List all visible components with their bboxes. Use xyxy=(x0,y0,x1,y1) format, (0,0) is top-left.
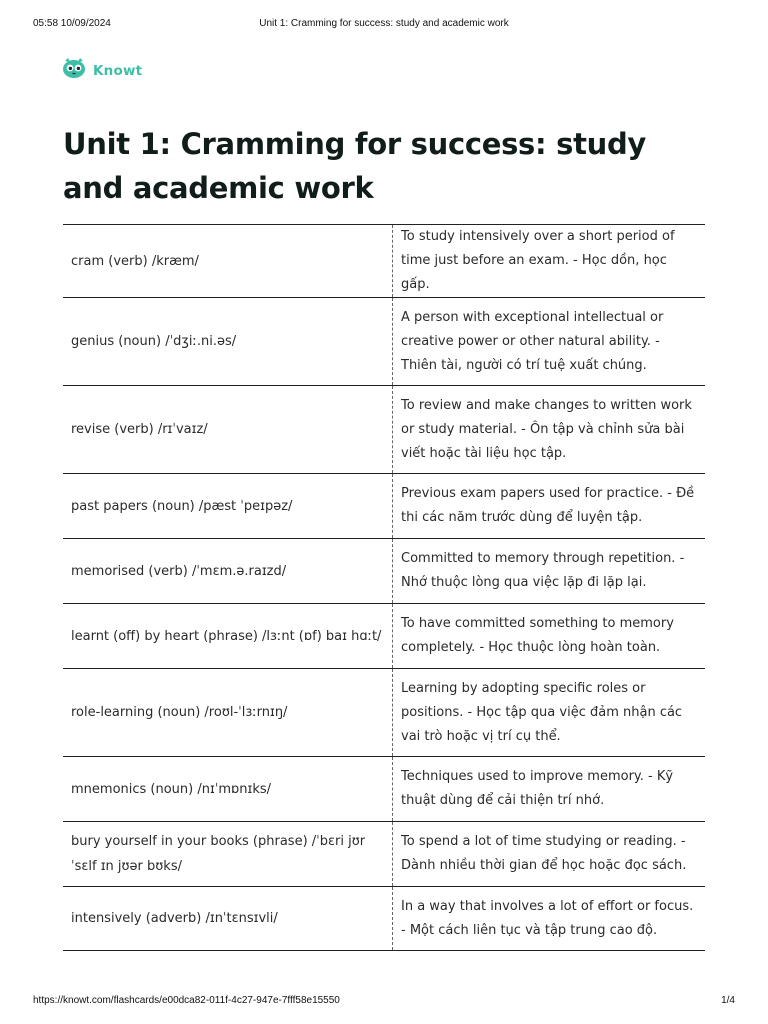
knowt-logo-text: Knowt xyxy=(93,62,143,79)
print-url: https://knowt.com/flashcards/e00dca82-011f-4c27-947e-7fff58e15550 xyxy=(33,995,340,1006)
page-number: 1/4 xyxy=(721,995,735,1006)
print-document-title: Unit 1: Cramming for success: study and academic work xyxy=(259,18,509,29)
knowt-logo[interactable] xyxy=(62,57,142,84)
flashcard-term: bury yourself in your books (phrase) /ˈbɛri jʊr ˈsɛlf ɪn jʊər bʊks/ xyxy=(63,822,393,887)
flashcard-definition: Learning by adopting specific roles or positions. - Học tập qua việc đảm nhận các vai trò hoặc vị trí cụ thể. xyxy=(393,669,706,757)
print-timestamp: 05:58 10/09/2024 xyxy=(33,18,111,29)
flashcard-definition: To have committed something to memory completely. - Học thuộc lòng hoàn toàn. xyxy=(393,604,706,669)
knowt-mascot-icon xyxy=(62,57,86,84)
flashcard-row xyxy=(63,822,705,887)
flashcard-row xyxy=(63,474,705,539)
flashcard-term: role-learning (noun) /roʊl-ˈlɜːrnɪŋ/ xyxy=(63,669,393,757)
flashcard-definition: Committed to memory through repetition. - Nhớ thuộc lòng qua việc lặp đi lặp lại. xyxy=(393,539,706,604)
flashcard-definition: To spend a lot of time studying or reading. - Dành nhiều thời gian để học hoặc đọc sách. xyxy=(393,822,706,887)
flashcard-term: genius (noun) /ˈdʒiː.ni.əs/ xyxy=(63,298,393,386)
flashcard-row xyxy=(63,887,705,951)
flashcard-term: revise (verb) /rɪˈvaɪz/ xyxy=(63,386,393,474)
flashcard-term: memorised (verb) /ˈmɛm.ə.raɪzd/ xyxy=(63,539,393,604)
flashcard-definition: In a way that involves a lot of effort or focus. - Một cách liên tục và tập trung cao độ. xyxy=(393,887,706,951)
flashcard-term: mnemonics (noun) /nɪˈmɒnɪks/ xyxy=(63,757,393,822)
flashcard-term: cram (verb) /kræm/ xyxy=(63,225,393,298)
flashcard-term: past papers (noun) /pæst ˈpeɪpəz/ xyxy=(63,474,393,539)
flashcard-term: learnt (off) by heart (phrase) /lɜːnt (ɒf) baɪ hɑːt/ xyxy=(63,604,393,669)
flashcard-row xyxy=(63,604,705,669)
flashcard-row xyxy=(63,225,705,298)
flashcard-row xyxy=(63,539,705,604)
flashcard-row xyxy=(63,386,705,474)
flashcard-definition: Previous exam papers used for practice. - Đề thi các năm trước dùng để luyện tập. xyxy=(393,474,706,539)
flashcard-term: intensively (adverb) /ɪnˈtɛnsɪvli/ xyxy=(63,887,393,951)
flashcard-definition: Techniques used to improve memory. - Kỹ thuật dùng để cải thiện trí nhớ. xyxy=(393,757,706,822)
flashcard-definition: A person with exceptional intellectual or creative power or other natural ability. - Thiên tài, người có trí tuệ xuất chúng. xyxy=(393,298,706,386)
page-title: Unit 1: Cramming for success: study and academic work xyxy=(63,127,647,205)
flashcard-definition: To review and make changes to written work or study material. - Ôn tập và chỉnh sửa bài viết hoặc tài liệu học tập. xyxy=(393,386,706,474)
flashcard-definition: To study intensively over a short period of time just before an exam. - Học dồn, học gấp. xyxy=(393,225,706,298)
flashcard-row xyxy=(63,298,705,386)
flashcard-row xyxy=(63,669,705,757)
flashcard-row xyxy=(63,757,705,822)
flashcard-table xyxy=(63,224,705,951)
